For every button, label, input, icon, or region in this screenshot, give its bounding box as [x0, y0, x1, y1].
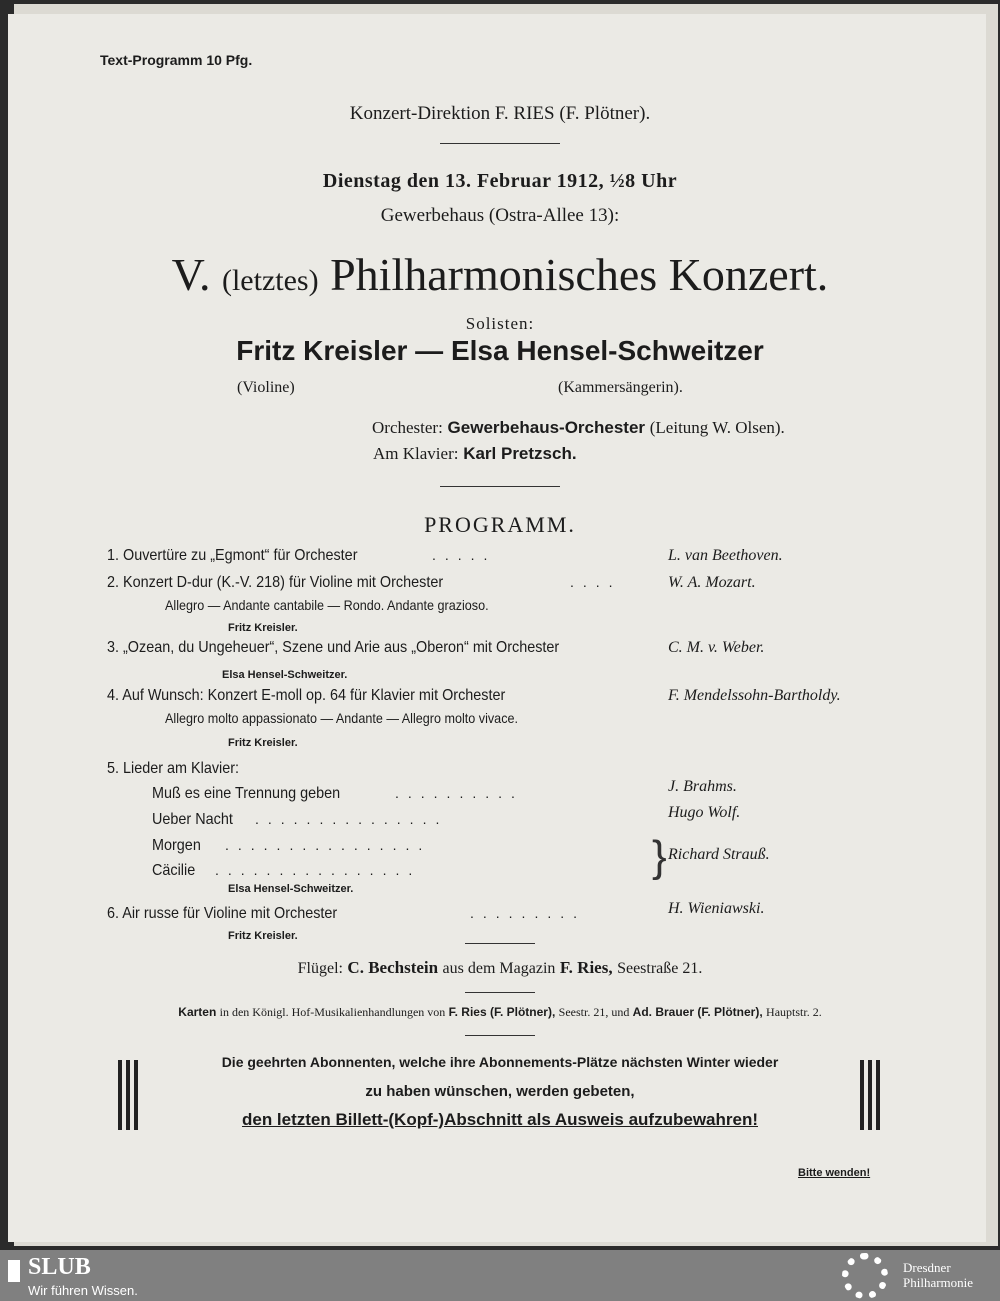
leader-dots: ................ — [225, 837, 432, 853]
performer: Fritz Kreisler. — [228, 622, 298, 634]
composer: W. A. Mozart. — [668, 574, 756, 591]
composer: F. Mendelssohn-Bartholdy. — [668, 687, 841, 704]
composer: J. Brahms. — [668, 778, 737, 795]
performer: Fritz Kreisler. — [228, 930, 298, 942]
t: Seestr. 21, und — [558, 1005, 630, 1019]
title-main: Philharmonisches Konzert. — [330, 249, 829, 300]
movements: Allegro — Andante cantabile — Rondo. Andante grazioso. — [165, 597, 489, 613]
footer-bar — [0, 1250, 1000, 1301]
composer: C. M. v. Weber. — [668, 639, 765, 656]
movements: Allegro molto appassionato — Andante — Allegro molto vivace. — [165, 710, 518, 726]
concert-title — [0, 248, 1000, 301]
turn-over-note: Bitte wenden! — [798, 1167, 871, 1179]
concert-direction: Konzert-Direktion F. RIES (F. Plötner). — [349, 103, 651, 124]
composer: H. Wieniawski. — [668, 900, 765, 917]
divider — [440, 486, 560, 487]
leader-dots: ......... — [470, 905, 587, 921]
song: Muß es eine Trennung geben — [152, 785, 341, 802]
title-last: (letztes) — [221, 264, 319, 297]
leader-dots: ............... — [255, 811, 449, 827]
partner-logo-text — [903, 1260, 973, 1290]
program-item-4: 4. Auf Wunsch: Konzert E-moll op. 64 für Klavier mit Orchester — [107, 687, 506, 704]
song: Ueber Nacht — [152, 811, 233, 828]
venue: Gewerbehaus (Ostra-Allee 13): — [380, 205, 620, 226]
leader-dots: ..... — [432, 547, 497, 563]
title-number: V. — [171, 249, 211, 300]
orchestra-lead: (Leitung W. Olsen). — [649, 418, 785, 437]
t: Seestraße 21. — [617, 960, 703, 977]
soloist2-role: (Kammersängerin). — [558, 379, 683, 396]
t: aus dem Magazin — [442, 960, 556, 977]
song: Morgen — [152, 837, 201, 854]
notice-line-1: Die geehrten Abonnenten, welche ihre Abonnements-Plätze nächsten Winter wieder — [221, 1054, 779, 1070]
notice-line-2: zu haben wünschen, werden gebeten, — [365, 1083, 635, 1100]
pianist: Karl Pretzsch. — [463, 444, 577, 463]
t: Ad. Brauer (F. Plötner), — [632, 1005, 763, 1019]
divider — [465, 992, 535, 993]
t: Hauptstr. 2. — [766, 1005, 822, 1019]
brace: } — [652, 832, 667, 881]
composer: L. van Beethoven. — [668, 547, 783, 564]
program-heading: PROGRAMM. — [424, 512, 576, 537]
t: C. Bechstein — [347, 958, 439, 977]
composer: Richard Strauß. — [668, 846, 770, 863]
piano-note — [0, 958, 1000, 978]
piano-label: Am Klavier: — [373, 444, 459, 463]
t: Flügel: — [297, 960, 343, 977]
soloists-label: Solisten: — [465, 314, 535, 333]
slub-slogan: Wir führen Wissen. — [28, 1283, 138, 1298]
orchestra-label: Orchester: — [372, 418, 443, 437]
price-note: Text-Programm 10 Pfg. — [100, 52, 253, 68]
program-item-6: 6. Air russe für Violine mit Orchester — [107, 905, 338, 922]
concert-date: Dienstag den 13. Februar 1912, ½8 Uhr — [322, 170, 678, 192]
divider — [440, 143, 560, 144]
performer: Elsa Hensel-Schweitzer. — [228, 883, 354, 895]
program-item-3: 3. „Ozean, du Ungeheuer“, Szene und Arie aus „Oberon“ mit Orchester — [107, 639, 560, 656]
piano-line — [373, 444, 577, 464]
program-item-5: 5. Lieder am Klavier: — [107, 760, 240, 777]
program-item-2: 2. Konzert D-dur (K.-V. 218) für Violine mit Orchester — [107, 574, 444, 591]
divider — [465, 1035, 535, 1036]
slub-book-icon — [8, 1260, 20, 1282]
composer: Hugo Wolf. — [668, 804, 741, 821]
song: Cäcilie — [152, 862, 196, 879]
tickets-note — [0, 1005, 1000, 1020]
soloists: Fritz Kreisler — Elsa Hensel-Schweitzer — [236, 335, 764, 366]
t: F. Ries (F. Plötner), — [448, 1005, 556, 1019]
t: Philharmonie — [903, 1275, 974, 1290]
t: Dresdner — [903, 1260, 951, 1275]
slub-logo: SLUB — [28, 1254, 91, 1280]
t: in den Königl. Hof-Musikalienhandlungen von — [219, 1005, 446, 1019]
t: F. Ries, — [559, 958, 613, 977]
soloist1-role: (Violine) — [237, 379, 295, 396]
performer: Elsa Hensel-Schweitzer. — [222, 669, 348, 681]
performer: Fritz Kreisler. — [228, 737, 298, 749]
notice-line-3: den letzten Billett-(Kopf-)Abschnitt als Ausweis aufzubewahren! — [241, 1110, 758, 1129]
leader-dots: .... — [570, 574, 622, 590]
philharmonie-logo-icon — [842, 1253, 888, 1299]
orchestra-name: Gewerbehaus-Orchester — [447, 418, 646, 437]
leader-dots: ................ — [215, 862, 422, 878]
t: Karten — [178, 1005, 217, 1019]
program-item-1: 1. Ouvertüre zu „Egmont“ für Orchester — [107, 547, 358, 564]
orchestra-line — [372, 418, 785, 438]
divider — [465, 943, 535, 944]
leader-dots: .......... — [395, 785, 524, 801]
